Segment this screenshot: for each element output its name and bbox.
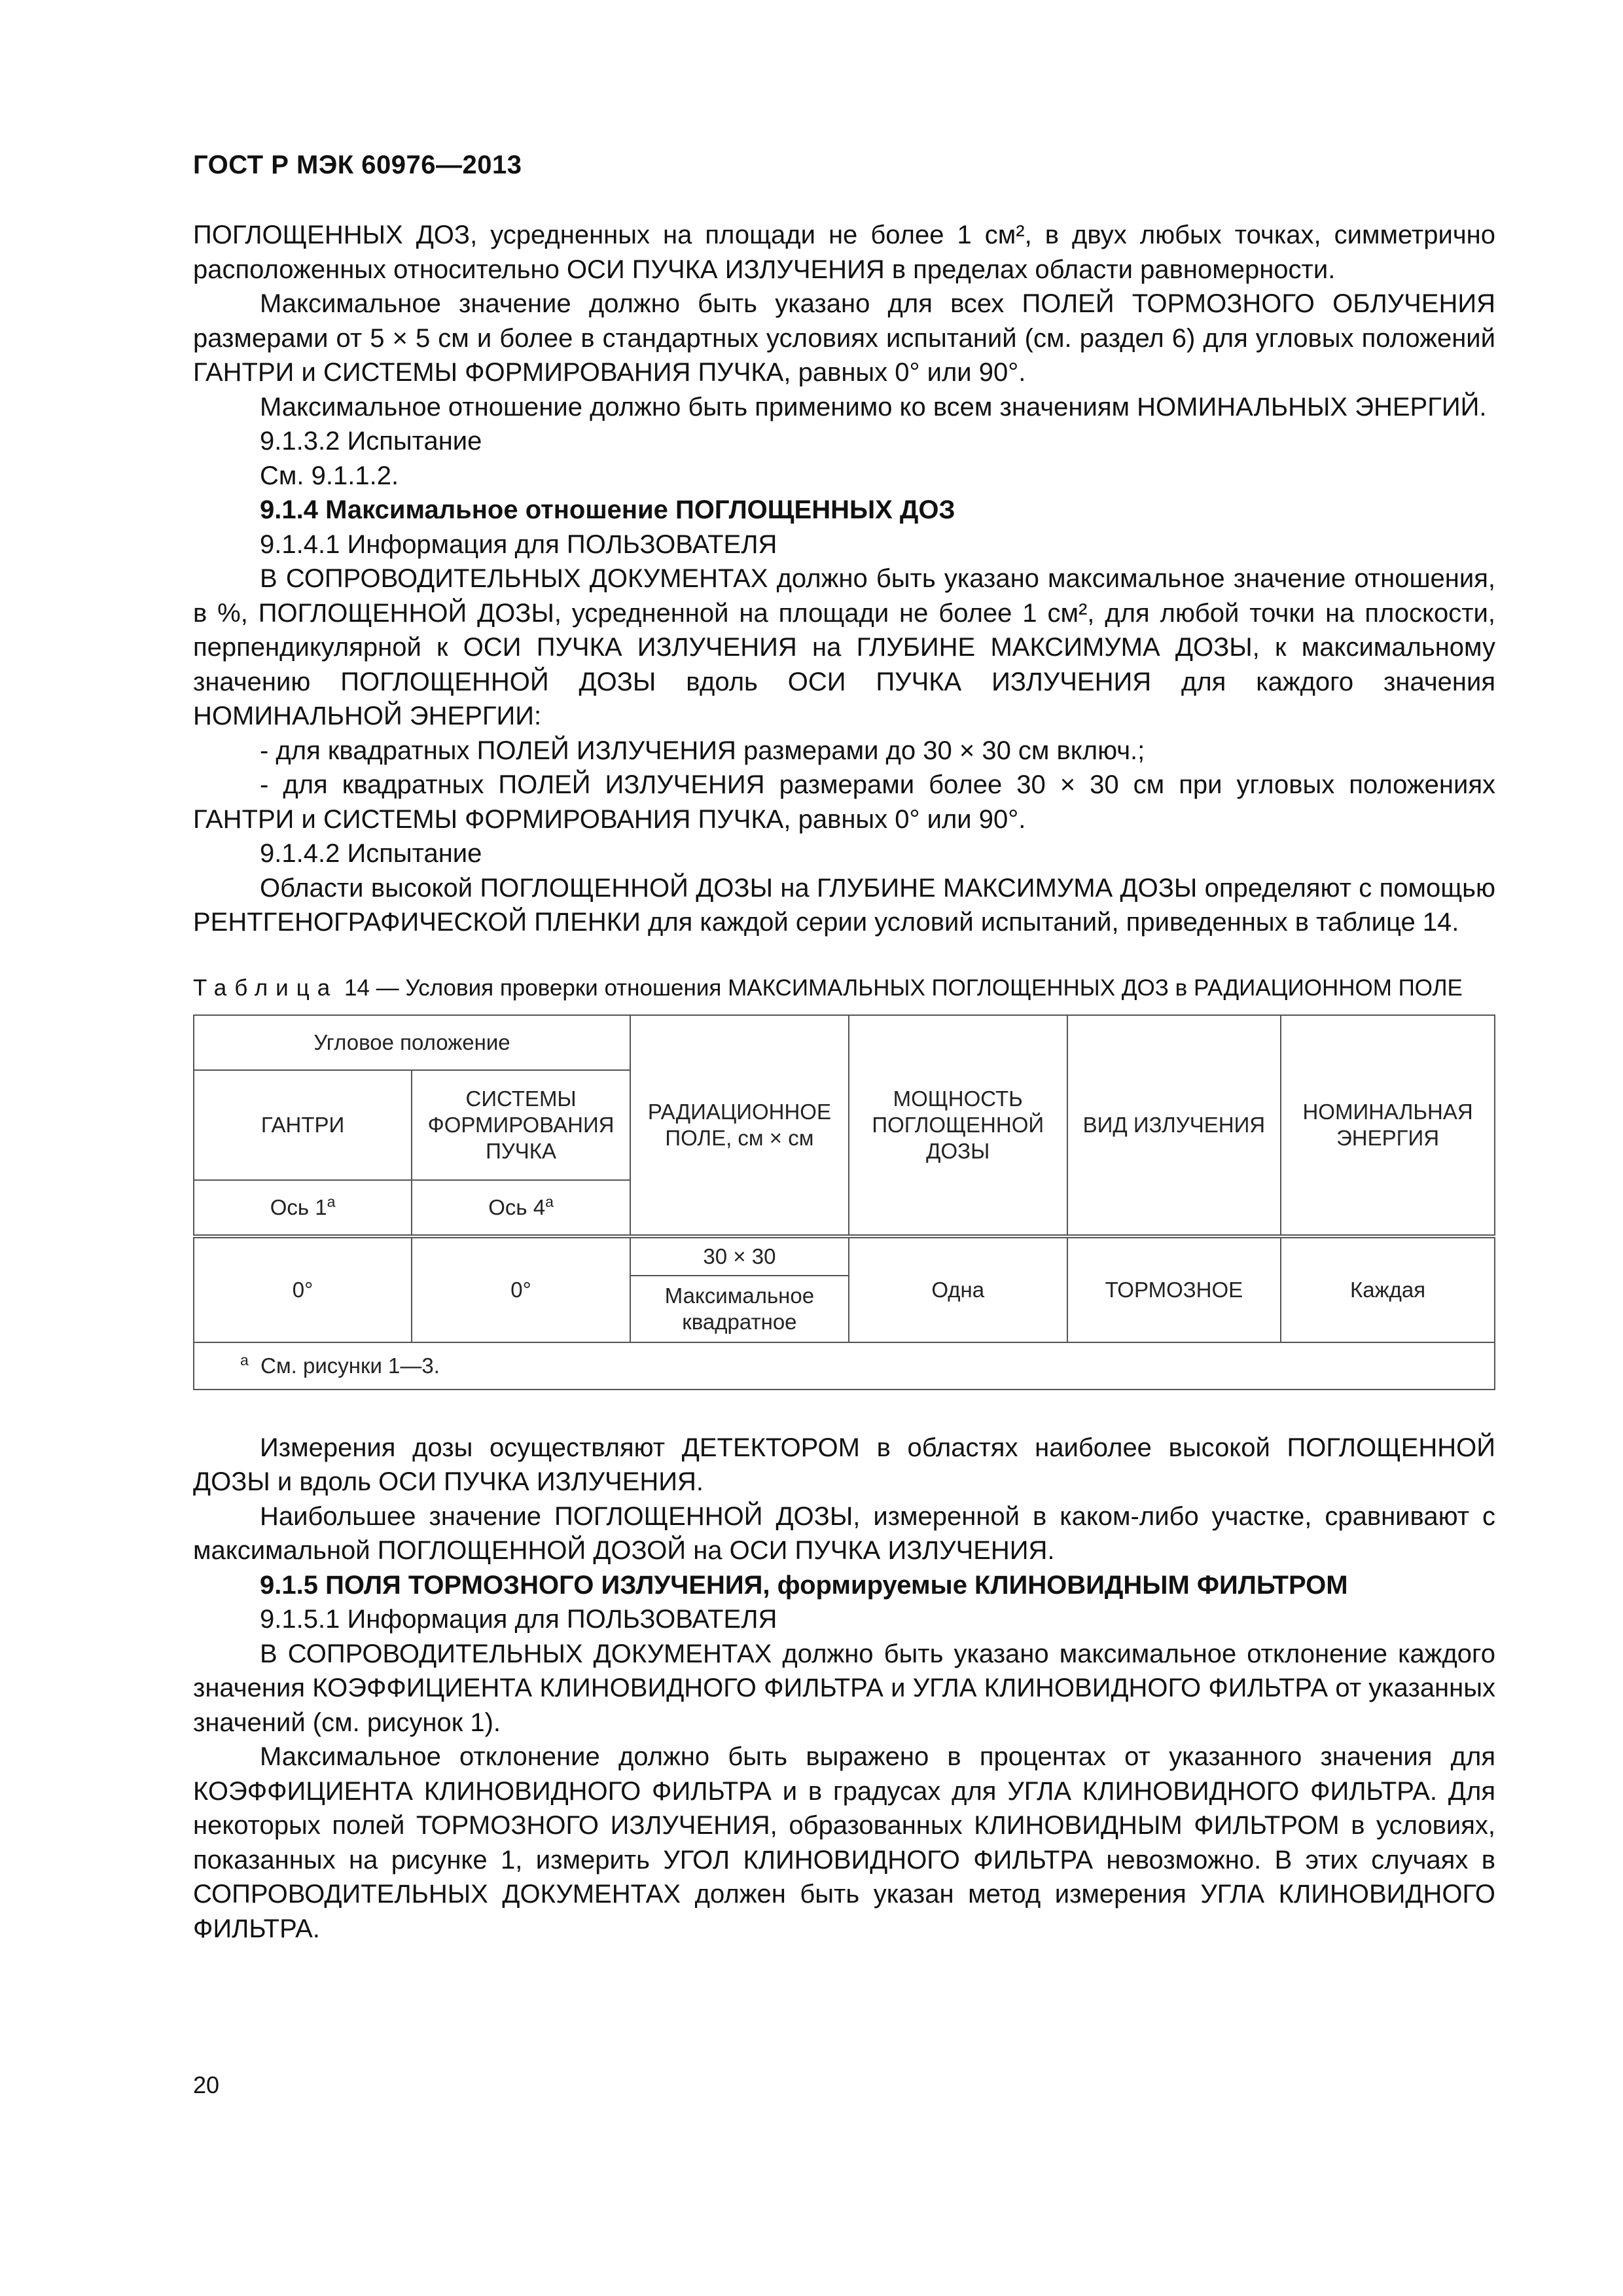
- paragraph: 9.1.5 ПОЛЯ ТОРМОЗНОГО ИЗЛУЧЕНИЯ, формируемые КЛИНОВИДНЫМ ФИЛЬТРОМ: [260, 1570, 1348, 1600]
- paragraph: Максимальное значение должно быть указано для всех ПОЛЕЙ ТОРМОЗНОГО ОБЛУЧЕНИЯ размерами от 5 × 5 см и более в стандартных условиях испытаний (см. раздел 6) для угловых положений ГАНТРИ и СИСТЕМЫ ФОРМИРОВАНИЯ ПУЧКА, равных 0° или 90°.: [193, 289, 1495, 387]
- paragraph: Наибольшее значение ПОГЛОЩЕННОЙ ДОЗЫ, измеренной в каком-либо участке, сравнивают с максимальной ПОГЛОЩЕННОЙ ДОЗОЙ на ОСИ ПУЧКА ИЗЛУЧЕНИЯ.: [193, 1501, 1495, 1565]
- header-axis-1: [194, 1180, 412, 1236]
- paragraph: См. 9.1.1.2.: [260, 461, 399, 490]
- cell-dose-rate-value: Одна: [849, 1236, 1067, 1342]
- cell-gantry-value: 0°: [194, 1236, 412, 1342]
- cell-radiation-type-value: ТОРМОЗНОЕ: [1067, 1236, 1281, 1342]
- header-radiation-type: ВИД ИЗЛУЧЕНИЯ: [1067, 1015, 1281, 1236]
- paragraph: 9.1.4.2 Испытание: [260, 839, 482, 868]
- paragraph: Максимальное отношение должно быть применимо ко всем значениям НОМИНАЛЬНЫХ ЭНЕРГИЙ.: [260, 392, 1487, 422]
- paragraph: 9.1.4 Максимальное отношение ПОГЛОЩЕННЫХ ДОЗ: [260, 495, 955, 524]
- table-caption: [193, 974, 1495, 1003]
- cell-field-30x30: 30 × 30: [630, 1236, 849, 1276]
- footnote-mark: а: [327, 1193, 336, 1210]
- header-radiation-field: РАДИАЦИОННОЕ ПОЛЕ, см × см: [630, 1015, 849, 1236]
- paragraph: Максимальное отклонение должно быть выражено в процентах от указанного значения для КОЭФФИЦИЕНТА КЛИНОВИДНОГО ФИЛЬТРА и в градусах для УГЛА КЛИНОВИДНОГО ФИЛЬТРА. Для некоторых полей ТОРМОЗНОГО ИЗЛУЧЕНИЯ, образованных КЛИНОВИДНЫМ ФИЛЬТРОМ в условиях, показанных на рисунке 1, измерить УГОЛ КЛИНОВИДНОГО ФИЛЬТРА невозможно. В этих случаях в СОПРОВОДИТЕЛЬНЫХ ДОКУМЕНТАХ должен быть указан метод измерения УГЛА КЛИНОВИДНОГО ФИЛЬТРА.: [193, 1742, 1495, 1943]
- paragraph: ПОГЛОЩЕННЫХ ДОЗ, усредненных на площади не более 1 см², в двух любых точках, симметрично расположенных относительно ОСИ ПУЧКА ИЗЛУЧЕНИЯ в пределах области равномерности.: [193, 221, 1495, 284]
- paragraph: 9.1.5.1 Информация для ПОЛЬЗОВАТЕЛЯ: [260, 1605, 777, 1634]
- table-14: [193, 1014, 1495, 1390]
- document-page: [193, 151, 1495, 1946]
- document-header: ГОСТ Р МЭК 60976—2013: [193, 151, 522, 179]
- table-caption-text: 14 — Условия проверки отношения МАКСИМАЛЬНЫХ ПОГЛОЩЕННЫХ ДОЗ в РАДИАЦИОННОМ ПОЛЕ: [344, 975, 1463, 1001]
- header-beam-limiting-system: СИСТЕМЫ ФОРМИРОВАНИЯ ПУЧКА: [412, 1070, 630, 1180]
- paragraph: Измерения дозы осуществляют ДЕТЕКТОРОМ в областях наиболее высокой ПОГЛОЩЕННОЙ ДОЗЫ и вдоль ОСИ ПУЧКА ИЗЛУЧЕНИЯ.: [193, 1433, 1495, 1496]
- cell-energy-value: Каждая: [1281, 1236, 1495, 1342]
- axis-1-label: Ось 1: [270, 1194, 327, 1219]
- body-text-bottom: [193, 1431, 1495, 1946]
- paragraph: В СОПРОВОДИТЕЛЬНЫХ ДОКУМЕНТАХ должно быть указано максимальное значение отношения, в %, ПОГЛОЩЕННОЙ ДОЗЫ, усредненной на площади не более 1 см², для любой точки на плоскости, перпендикулярной к ОСИ ПУЧКА ИЗЛУЧЕНИЯ на ГЛУБИНЕ МАКСИМУМА ДОЗЫ, к максимальному значению ПОГЛОЩЕННОЙ ДОЗЫ вдоль ОСИ ПУЧКА ИЗЛУЧЕНИЯ для каждого значения НОМИНАЛЬНОЙ ЭНЕРГИИ:: [193, 564, 1495, 730]
- paragraph: 9.1.3.2 Испытание: [260, 427, 482, 456]
- cell-bls-value: 0°: [412, 1236, 630, 1342]
- paragraph: - для квадратных ПОЛЕЙ ИЗЛУЧЕНИЯ размерами более 30 × 30 см при угловых положениях ГАНТРИ и СИСТЕМЫ ФОРМИРОВАНИЯ ПУЧКА, равных 0° или 90°.: [193, 770, 1495, 834]
- paragraph: - для квадратных ПОЛЕЙ ИЗЛУЧЕНИЯ размерами до 30 × 30 см включ.;: [260, 736, 1145, 765]
- paragraph: Области высокой ПОГЛОЩЕННОЙ ДОЗЫ на ГЛУБИНЕ МАКСИМУМА ДОЗЫ определяют с помощью РЕНТГЕНОГРАФИЧЕСКОЙ ПЛЕНКИ для каждой серии условий испытаний, приведенных в таблице 14.: [193, 873, 1495, 937]
- paragraph: В СОПРОВОДИТЕЛЬНЫХ ДОКУМЕНТАХ должно быть указано максимальное отклонение каждого значения КОЭФФИЦИЕНТА КЛИНОВИДНОГО ФИЛЬТРА и УГЛА КЛИНОВИДНОГО ФИЛЬТРА от указанных значений (см. рисунок 1).: [193, 1639, 1495, 1737]
- header-gantry: ГАНТРИ: [194, 1070, 412, 1180]
- footnote-mark: а: [240, 1351, 249, 1369]
- page-number: 20: [193, 2072, 220, 2098]
- footnote-text: См. рисунки 1—3.: [260, 1353, 440, 1378]
- header-angular-position: Угловое положение: [194, 1015, 630, 1070]
- header-axis-4: [412, 1180, 630, 1236]
- paragraph: 9.1.4.1 Информация для ПОЛЬЗОВАТЕЛЯ: [260, 529, 777, 559]
- header-nominal-energy: НОМИНАЛЬНАЯ ЭНЕРГИЯ: [1281, 1015, 1495, 1236]
- cell-field-maximum-square: Максимальное квадратное: [630, 1276, 849, 1342]
- footnote-mark: а: [545, 1193, 554, 1210]
- table-footnote: [194, 1342, 1495, 1390]
- table-caption-label: Таблица: [193, 975, 338, 1001]
- body-text-top: [193, 218, 1495, 940]
- axis-4-label: Ось 4: [488, 1194, 546, 1219]
- header-dose-rate: МОЩНОСТЬ ПОГЛОЩЕННОЙ ДОЗЫ: [849, 1015, 1067, 1236]
